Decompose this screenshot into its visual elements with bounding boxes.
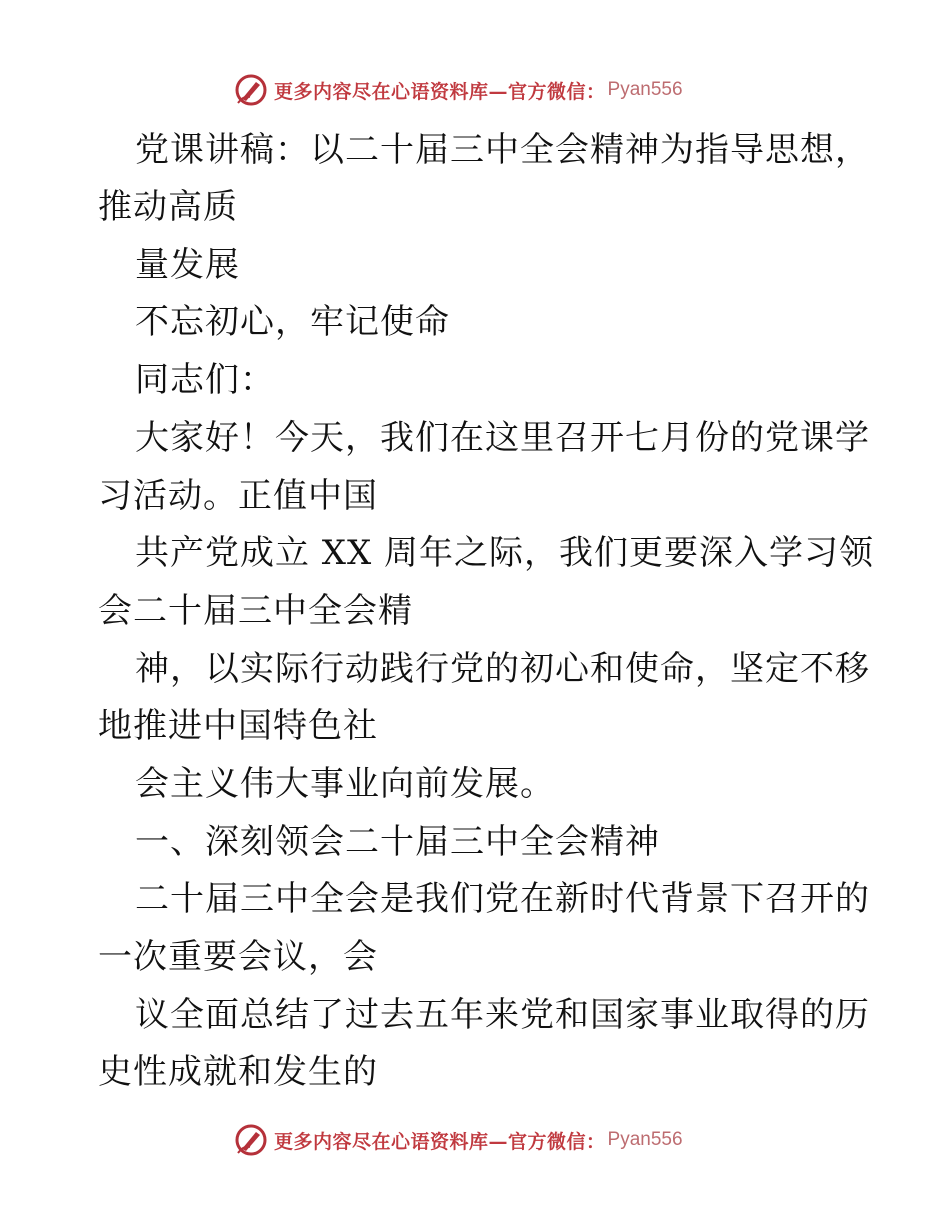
footer-watermark	[234, 1120, 683, 1160]
text-line: 会二十届三中全会精	[98, 591, 413, 631]
text-line: 会主义伟大事业向前发展。	[135, 764, 555, 804]
pen-logo-icon	[234, 1123, 268, 1157]
text-line: 议全面总结了过去五年来党和国家事业取得的历	[135, 995, 870, 1035]
watermark-text: 更多内容尽在心语资料库—官方微信：	[274, 80, 606, 103]
watermark-text: 更多内容尽在心语资料库—官方微信：	[274, 1130, 606, 1153]
text-line: 史性成就和发生的	[98, 1052, 378, 1092]
section-heading: 一、深刻领会二十届三中全会精神	[135, 822, 660, 862]
watermark-account: Pyan556	[607, 79, 683, 100]
text-line: 二十届三中全会是我们党在新时代背景下召开的	[135, 879, 870, 919]
text-line: 习活动。正值中国	[98, 476, 378, 516]
header-watermark	[234, 70, 683, 110]
subtitle-line: 不忘初心，牢记使命	[135, 302, 450, 342]
text-line: 神，以实际行动践行党的初心和使命，坚定不移	[135, 649, 870, 689]
text-line: 量发展	[135, 245, 240, 285]
pen-logo-icon	[234, 73, 268, 107]
text-line: 一次重要会议，会	[98, 937, 378, 977]
salutation-line: 同志们：	[135, 360, 275, 400]
watermark-account: Pyan556	[607, 1129, 683, 1150]
text-line: 地推进中国特色社	[98, 706, 378, 746]
text-line: 大家好！今天，我们在这里召开七月份的党课学	[135, 418, 870, 458]
title-line-continued: 推动高质	[98, 187, 238, 227]
title-line: 党课讲稿：以二十届三中全会精神为指导思想，	[135, 130, 870, 170]
text-line: 共产党成立 XX 周年之际，我们更要深入学习领	[135, 533, 875, 573]
